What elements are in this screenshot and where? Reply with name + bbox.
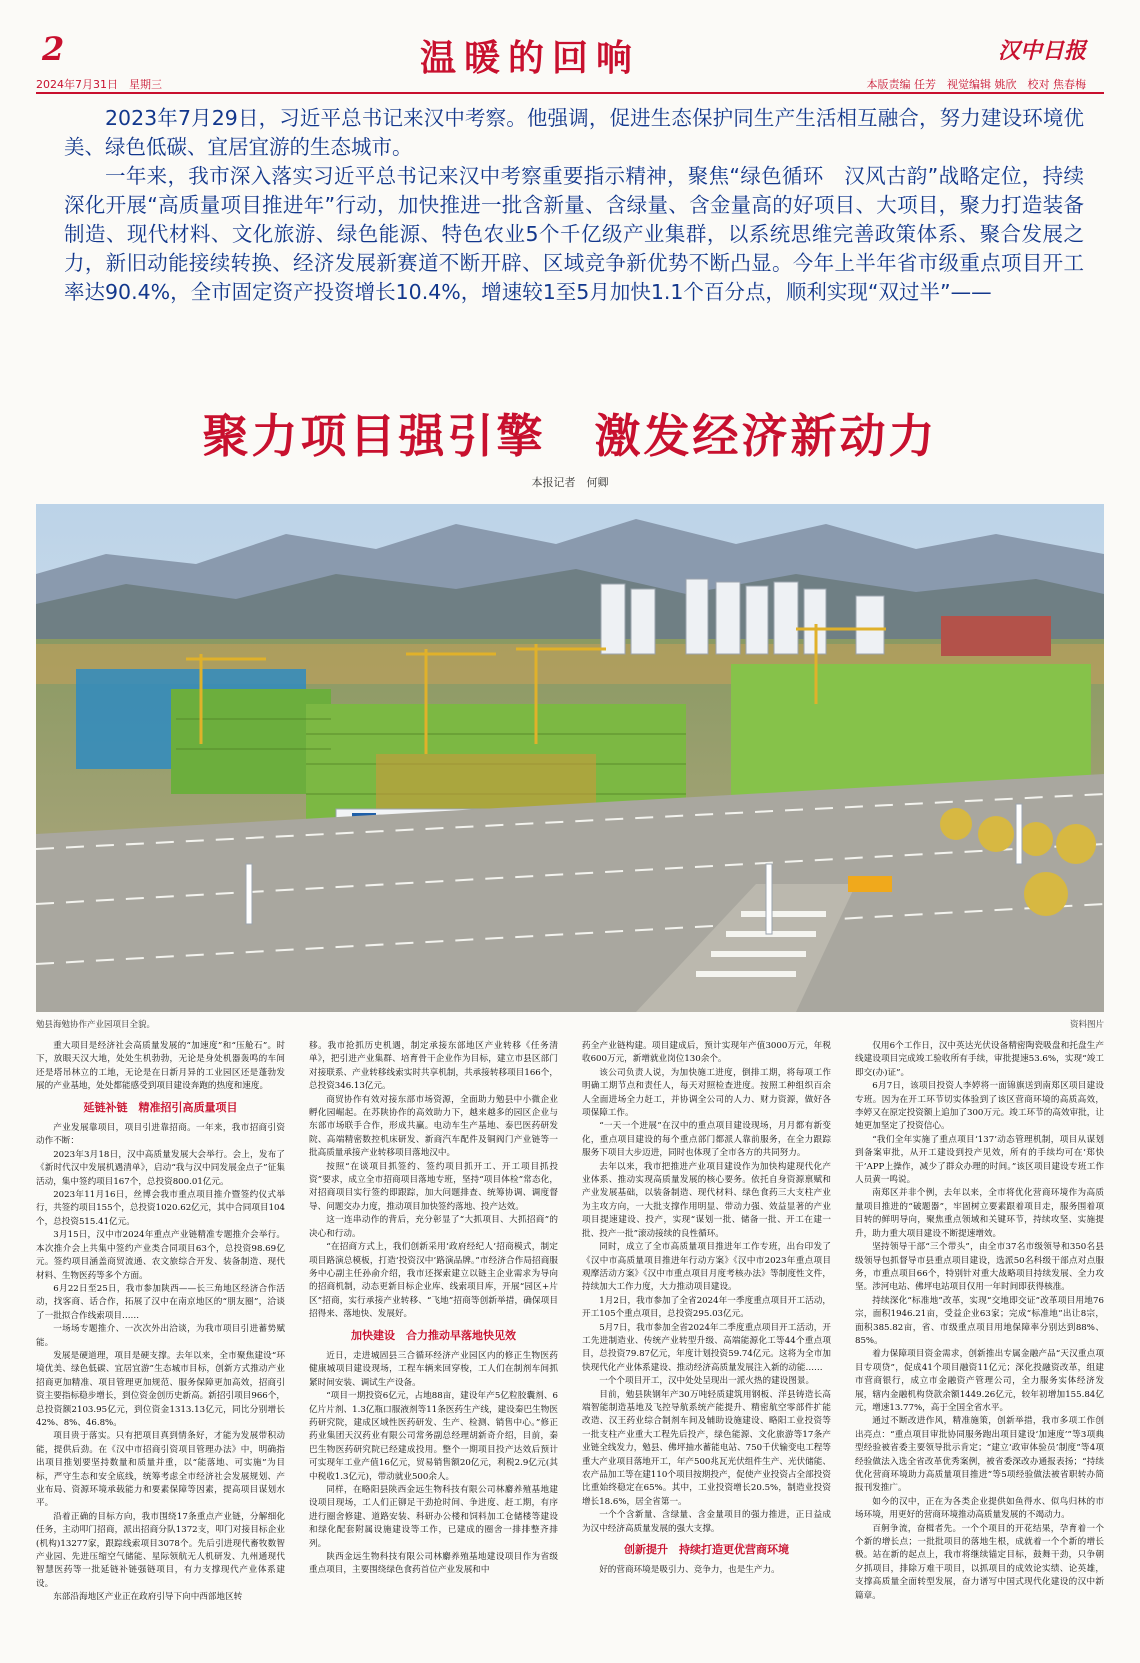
body-column-1: [36, 1040, 285, 1660]
article-body: [36, 1040, 1104, 1660]
paragraph: 目前，勉县陕钢年产30万吨轻质建筑用钢板、洋县铸造长高端智能制造基地及飞控导航系统产能提升、精密航空零部件扩能改造、汉王药业综合制剂车间及辅助设施建设、略阳工业投资等一批支柱产业重大工程先后投产，绿色能源、文化旅游等17条产业链全线发力，勉县、佛坪抽水蓄能电站、750千伏输变电工程等重大产业项目落地开工，年产500兆瓦光伏组件生产、光伏储能、农产品加工等在建110个项目按期投产，促使产业投资占全部投资比重始终稳定在65%。其中，工业投资增长20.5%，制造业投资增长18.6%，居全省第一。: [582, 1389, 831, 1507]
paragraph: “在招商方式上，我们创新采用‘政府经纪人’招商模式，制定项目路演总模板，打造‘投资汉中’路演品牌。”市经济合作局招商服务中心副主任孙俞介绍，我市还探索建立以链主企业需求为导向的招商机制，动态更新目标企业库、线索项目库，开展“园区+片区”招商，实行承接产业转移、“飞地”招商等创新举措，确保项目招得来、落地快、发展好。: [309, 1242, 558, 1320]
paragraph: 产业发展靠项目，项目引进靠招商。一年来，我市招商引资动作不断：: [36, 1123, 285, 1147]
aerial-construction-illustration: [36, 504, 1104, 1012]
paragraph: 近日，走进城固县三合循环经济产业园区内的修正生物医药健康城项目建设现场，工程车辆来回穿梭，工人们在制剂车间抓紧时间安装、调试生产设备。: [309, 1350, 558, 1388]
paragraph: 同样，在略阳县陕西金远生物科技有限公司林麝养殖基地建设项目现场，工人们正铆足干劲抢时间、争进度、赶工期，有序进行圈舍修建、道路安装、科研办公楼和饲料加工仓储楼等建设和绿化配套附属设施建设等工作，已建成的圈舍一排排整齐排列。: [309, 1485, 558, 1549]
paragraph: 商贸协作有效对接东部市场资源，全面助力勉县中小微企业孵化园崛起。在苏陕协作的高效助力下，越来越多的园区企业与东部市场联手合作，形成共赢。电动车生产基地、泰巴医药研发院、高端精密数控机床研发、新商汽车配件及铜阀门产业链等一批高质量承接产业转移项目落地汉中。: [309, 1094, 558, 1159]
paragraph: 去年以来，我市把推进产业项目建设作为加快构建现代化产业体系、推动实现高质量发展的核心要务。依托自身资源禀赋和产业发展基础，以装备制造、现代材料、绿色食药三大支柱产业为主攻方向，一大批支撑作用明显、带动力强、效益显著的产业项目提速建设、投产，实现“谋划一批、储备一批、开工在建一批、投产一批”滚动接续的良性循环。: [582, 1161, 831, 1239]
paragraph: “一天一个进展”在汉中的重点项目建设现场，月月都有新变化，重点项目建设的每个重点部门都派人靠前服务，在全力跟踪服务下项目大步迈进，同时也体现了全市各方的共同努力。: [582, 1121, 831, 1159]
issue-date: 2024年7月31日 星期三: [36, 78, 162, 91]
paragraph: 3月15日，汉中市2024年重点产业链精准专题推介会举行。本次推介会上共集中签约产业类合同项目63个，总投资98.69亿元。签约项目涵盖商贸流通、农文旅综合开发、装备制造、现代材料、生物医药等多个方面。: [36, 1230, 285, 1281]
paragraph: 仅用6个工作日，汉中英达光伏设备精密陶瓷吸盘和托盘生产线建设项目完成竣工验收所有手续，审批提速53.6%，实现“竣工即交(办)证”。: [855, 1041, 1104, 1078]
paragraph: 按照“在谈项目抓签约、签约项目抓开工、开工项目抓投资”要求，成立全市招商项目落地专班，坚持“项目体检”常态化，对招商项目实行签约即跟踪，加大问题排查、统筹协调、调度督导、问题交办力度，推动项目加快签约落地、投产达效。: [309, 1161, 558, 1212]
paragraph: 5月7日，我市参加全省2024年二季度重点项目开工活动，开工先进制造业、传统产业转型升级、高端能源化工等44个重点项目，总投资79.87亿元，年度计划投资59.74亿元。这将为全市加快现代化产业体系建设、推动经济高质量发展注入新的动能……: [582, 1322, 831, 1373]
body-column-3: [582, 1040, 831, 1660]
editor-credits: 本版责编 任芳 视觉编辑 姚欣 校对 焦春梅: [866, 78, 1086, 91]
paragraph: 沿着正确的目标方向，我市围绕17条重点产业链，分解细化任务，主动叩门招商，派出招商分队1372支，叩门对接目标企业(机构)13277家，跟踪线索项目3078个。先后引进现代畜牧数智产业园、先进压缩空气储能、星际领航无人机研发、九州通现代智慧医药等一批延链补链强链项目，有力支撑现代产业体系建设。: [36, 1511, 285, 1589]
paragraph: 百舸争流，奋楫者先。一个个项目的开花结果，孕育着一个个新的增长点；一批批项目的落地生根，成就着一个个新的增长极。站在新的起点上，我市将继续锚定目标，鼓舞干劲，只争朝夕抓项目，排除万难干项目，以抓项目的成效论实绩、论英雄，支撑高质量全面转型发展，奋力谱写中国式现代化建设的汉中新篇章。: [855, 1523, 1104, 1601]
paragraph: 持续深化“标准地”改革，实现“交地即交证”改革项目用地76宗，面积1946.21亩，受益企业63家；完成“标准地”出让8宗，面积385.82亩，省、市级重点项目用地保障率分别达到88%、85%。: [855, 1295, 1104, 1346]
newspaper-masthead-logo: 汉中日报: [997, 38, 1086, 64]
paragraph: 坚持领导干部“三个带头”，由全市37名市级领导和350名县级领导包抓督导市县重点项目建设，选派50名科级干部点对点服务，市重点项目66个，特别针对重大战略项目持续发展、全力攻坚。涉河电站、佛坪电站项目仅用一年时间即获得核准。: [855, 1242, 1104, 1293]
industrial-park-photo: [36, 504, 1104, 1012]
paragraph: 同时，成立了全市高质量项目推进年工作专班，出台印发了《汉中市高质量项目推进年行动方案》《汉中市2023年重点项目观摩活动方案》《汉中市重点项目月度考核办法》等制度性文件，持续加大工作力度，大力推动项目建设。: [582, 1242, 831, 1293]
body-column-2: [309, 1040, 558, 1660]
paragraph: 南郑区并非个例，去年以来，全市将优化营商环境作为高质量项目推进的“破题器”，牢固树立要素跟着项目走，服务围着项目转的鲜明导向，聚焦重点领域和关键环节，持续攻坚、实施提升，助力重大项目建设不断提速增效。: [855, 1188, 1104, 1239]
paragraph: 一个个项目开工，汉中处处呈现出一派火热的建设图景。: [599, 1376, 815, 1387]
photo-credit: 资料图片: [1069, 1020, 1104, 1030]
paragraph: 好的营商环境是吸引力、竞争力，也是生产力。: [599, 1565, 780, 1576]
paragraph: 2023年11月16日，丝博会我市重点项目推介暨签约仪式举行，共签约项目155个，总投资1020.62亿元，其中合同项目104个，总投资515.41亿元。: [36, 1190, 285, 1227]
page-banner: [0, 0, 1140, 91]
paragraph: 移。我市抢抓历史机遇，制定承接东部地区产业转移《任务清单》，把引进产业集群、培育骨干企业作为目标，建立市县区部门对接联系、产业转移线索实时共享机制，共承接转移项目166个，总投资346.13亿元。: [309, 1041, 558, 1092]
paragraph: 该公司负责人说，为加快施工进度，倒排工期，将每项工作明确工期节点和责任人，每天对照检查进度。按照工种组织百余人全面进场全力赶工，并协调全公司的人力、财力资源，做好各项保障工作。: [582, 1067, 831, 1119]
paragraph: 1月2日，我市参加了全省2024年一季度重点项目开工活动，开工105个重点项目，总投资295.03亿元。: [582, 1295, 831, 1320]
paragraph: 如今的汉中，正在为各类企业提供如鱼得水、似鸟归林的市场环境，用更好的营商环境推动高质量发展的不竭动力。: [855, 1496, 1104, 1521]
paragraph: 一个个含新量、含绿量、含金量项目的强力推进，正日益成为汉中经济高质量发展的强大支撑。: [582, 1510, 831, 1534]
lead-paragraphs: [64, 104, 1084, 307]
paragraph: 重大项目是经济社会高质量发展的“加速度”和“压舱石”。时下，放眼天汉大地，处处生机勃勃，无论是身处机器轰鸣的车间还是塔吊林立的工地，无论是在日新月异的工业园区还是蓬勃发展的产业基地，处处都能感受到项目建设奔跑的热度和速度。: [36, 1041, 285, 1092]
paragraph: “我们全年实施了重点项目‘137’动态管理机制，项目从谋划到备案审批，从开工建设到投产见效，所有的手续均可在‘郑快干’APP上操作，减少了群众办理的时间。”该区项目建设专班工作人员黄一鸣说。: [855, 1134, 1104, 1186]
page-number: 2: [42, 30, 65, 68]
photo-caption: 勉县海勉协作产业园项目全貌。: [36, 1020, 156, 1030]
subheading: 延链补链 精准招引高质量项目: [83, 1100, 238, 1114]
body-column-4: [855, 1040, 1104, 1660]
article-headline: 聚力项目强引擎 激发经济新动力: [202, 409, 938, 463]
paragraph: 东部沿海地区产业正在政府引导下向中西部地区转: [53, 1592, 243, 1603]
paragraph: 6月7日，该项目投资人李婷将一面锦旗送到南郑区项目建设专班。因为在开工环节切实体验到了该区营商环境的高质高效，李婷又在原定投资额上追加了300万元。竣工环节的高效审批，让她更加坚定了投资信心。: [855, 1081, 1104, 1132]
paragraph: 2023年3月18日，汉中高质量发展大会举行。会上，发布了《新时代汉中发展机遇清单》，启动“我与汉中同发展金点子”征集活动，集中签约项目167个，总投资800.01亿元。: [36, 1149, 285, 1187]
paragraph: 陕西金远生物科技有限公司林麝养殖基地建设项目作为省级重点项目，主要围绕绿色食药首位产业发展和中: [309, 1552, 558, 1576]
paragraph: 着力保障项目资金需求，创新推出专属金融产品“天汉重点项目专项贷”，促成41个项目融资11亿元；深化投融资改革，组建市营商银行，成立市金融资产管理公司，全力服务实体经济发展，辖内金融机构贷款余额1449.26亿元，较年初增加155.84亿元，增速13.77%，高于全国全省水平。: [855, 1349, 1104, 1413]
paragraph: 这一连串动作的背后，充分彰显了“大抓项目、大抓招商”的决心和行动。: [309, 1215, 558, 1239]
paragraph: 发展是硬道理，项目是硬支撑。去年以来，全市聚焦建设“环境优美、绿色低碳、宜居宜游”生态城市目标，创新方式推动产业招商更加精准、项目管理更加规范、服务保障更加高效，招商引资主要指标稳步增长，到位资金创历史新高。新招引项目966个，总投资额2103.95亿元，到位资金1313.13亿元，同比分别增长42%、8%、46.8%。: [36, 1350, 285, 1428]
subheading: 加快建设 合力推动早落地快见效: [351, 1328, 516, 1342]
subheading: 创新提升 持续打造更优营商环境: [624, 1543, 789, 1557]
lead-paragraph-1: 2023年7月29日，习近平总书记来汉中考察。他强调，促进生态保护同生产生活相互融合，努力建设环境优美、绿色低碳、宜居宜游的生态城市。: [64, 106, 1084, 159]
article-byline: 本报记者 何卿: [531, 476, 609, 489]
lead-paragraph-2: 一年来，我市深入落实习近平总书记来汉中考察重要指示精神，聚焦“绿色循环 汉风古韵”战略定位，持续深化开展“高质量项目推进年”行动，加快推进一批含新量、含绿量、含金量高的好项目、大项目，聚力打造装备制造、现代材料、文化旅游、绿色能源、特色农业5个千亿级产业集群，以系统思维完善政策体系、聚合发展之力，新旧动能接续转换、经济发展新赛道不断开辟、区域竞争新优势不断凸显。今年上半年省市级重点项目开工率达90.4%，全市固定资产投资增长10.4%，增速较1至5月加快1.1个百分点，顺利实现“双过半”——: [64, 164, 1084, 304]
header-rule: [36, 92, 1104, 94]
paragraph: 药全产业链构建。项目建成后，预计实现年产值3000万元，年税收600万元，新增就业岗位130余个。: [582, 1041, 831, 1065]
paragraph: 通过不断改进作风，精准施策，创新举措，我市多项工作创出亮点：“重点项目审批协同服务跑出项目建设‘加速度’”等3项典型经验被省委主要领导批示肯定；“建立‘政审体验员’制度”等4项经验做法入选全省改革优秀案例，被省委深改办通报表扬；“持续优化营商环境助力高质量项目推进”等5项经验做法被省职转办简报刊发推广。: [855, 1416, 1104, 1494]
paragraph: 一场场专题推介、一次次外出洽谈，为我市项目引进蓄势赋能。: [36, 1324, 285, 1348]
paragraph: 6月22日至25日，我市参加陕西——长三角地区经济合作活动，找客商、话合作，拓展了汉中在南京地区的“朋友圈”，洽谈了一批拟合作线索项目……: [36, 1283, 285, 1321]
paragraph: 项目贵于落实。只有把项目真到情条好，才能为发展带积动能，提供后劲。在《汉中市招商引资项目管理办法》中，明确指出项目推划要坚持数量和质量并重，以“能落地、可实施”为目标，严守生态和安全底线，统筹考虑全市经济社会发展规划、产业布局、资源环境承载能力和要素保障等因素，提高项目谋划水平。: [36, 1431, 285, 1509]
section-title: 温暖的回响: [420, 38, 641, 79]
paragraph: “项目一期投资6亿元，占地88亩，建设年产5亿粒胶囊剂、6亿片片剂、1.3亿瓶口服液剂等11条医药生产线，建设秦巴生物医药研究院，建成区域性医药研发、生产、检测、销售中心。”修正药业集团天汉药业有限公司常务副总经理胡新奇介绍，目前，秦巴生物医药研究院已经建成投用。整个一期项目投产达效后预计可实现年工业产值16亿元，贸易销售额20亿元，利税2.9亿元(其中税收1.3亿元)，带动就业500余人。: [309, 1391, 558, 1482]
